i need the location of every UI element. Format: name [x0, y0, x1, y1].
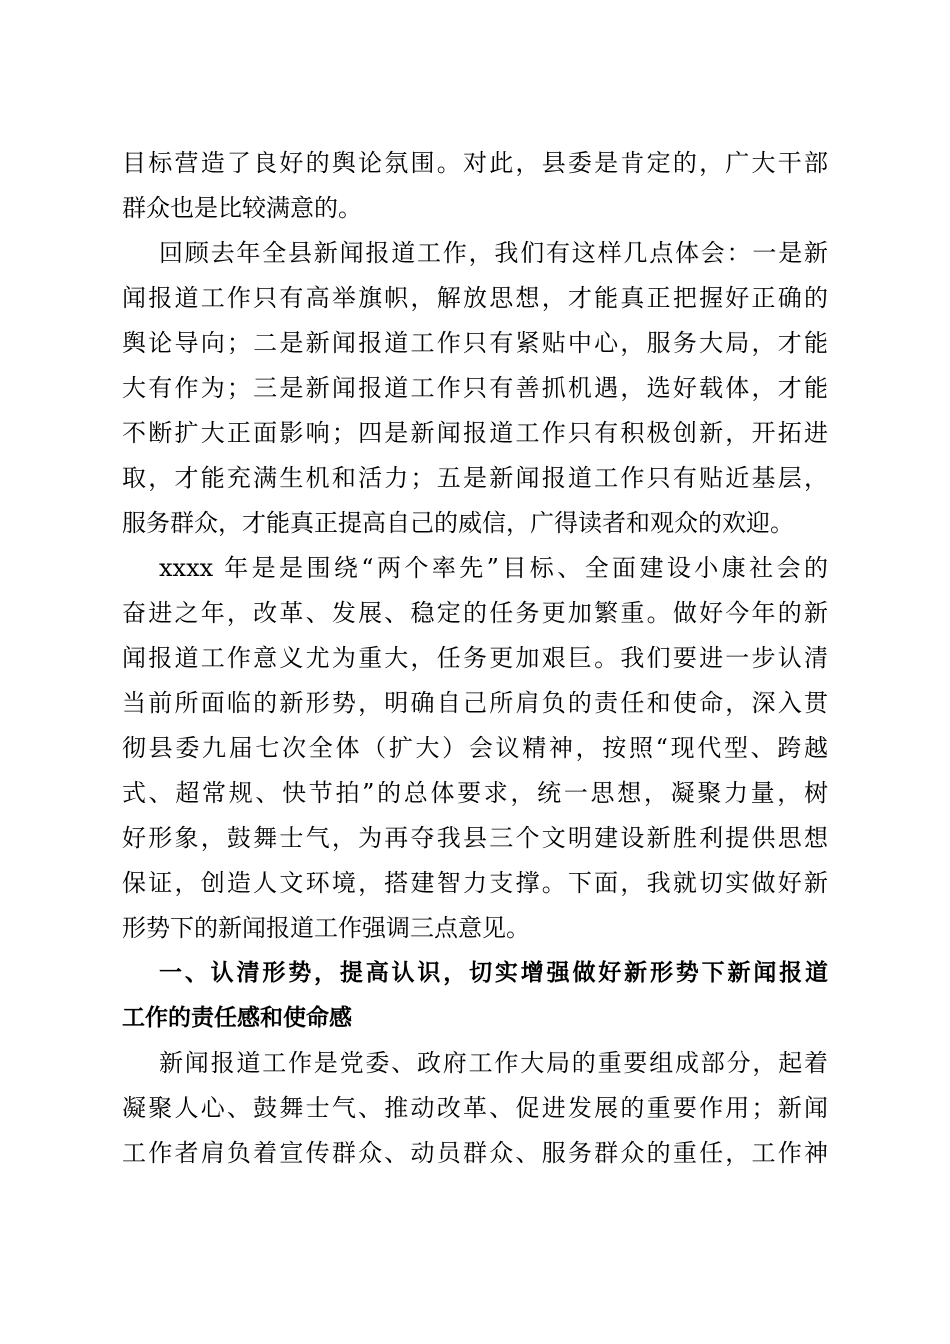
- text-line: 大有作为；三是新闻报道工作只有善抓机遇，选好载体，才能: [122, 374, 828, 402]
- text-line: 保证，创造人文环境，搭建智力支撑。下面，我就切实做好新: [122, 869, 828, 897]
- text-line: 奋进之年，改革、发展、稳定的任务更加繁重。做好今年的新: [122, 599, 828, 627]
- text-line: 工作者肩负着宣传群众、动员群众、服务群众的重任，工作神: [122, 1139, 828, 1167]
- text-line: 好形象，鼓舞士气，为再夺我县三个文明建设新胜利提供思想: [122, 824, 828, 852]
- text-line: 舆论导向；二是新闻报道工作只有紧贴中心，服务大局，才能: [122, 329, 828, 357]
- text-line: 新闻报道工作是党委、政府工作大局的重要组成部分，起着: [159, 1049, 828, 1077]
- text-line: 形势下的新闻报道工作强调三点意见。: [122, 914, 530, 942]
- text-line: 当前所面临的新形势，明确自己所肩负的责任和使命，深入贯: [122, 689, 828, 717]
- text-line: 彻县委九届七次全体（扩大）会议精神，按照“现代型、跨越: [122, 734, 828, 762]
- text-line: 闻报道工作意义尤为重大，任务更加艰巨。我们要进一步认清: [122, 644, 828, 672]
- document-body: [122, 141, 828, 1176]
- section-heading-line: 工作的责任感和使命感: [122, 1005, 352, 1031]
- text-line: 目标营造了良好的舆论氛围。对此，县委是肯定的，广大干部: [122, 149, 828, 177]
- text-line: 服务群众，才能真正提高自己的威信，广得读者和观众的欢迎。: [122, 509, 794, 537]
- section-heading-line: 一、认清形势，提高认识，切实增强做好新形势下新闻报道: [159, 960, 828, 986]
- text-line: 取，才能充满生机和活力；五是新闻报道工作只有贴近基层，: [122, 464, 828, 492]
- text-line: 群众也是比较满意的。: [122, 194, 362, 222]
- text-line: 式、超常规、快节拍”的总体要求，统一思想，凝聚力量，树: [122, 779, 828, 807]
- text-line: 不断扩大正面影响；四是新闻报道工作只有积极创新，开拓进: [122, 419, 828, 447]
- text-line: 闻报道工作只有高举旗帜，解放思想，才能真正把握好正确的: [122, 284, 828, 312]
- text-line: 凝聚人心、鼓舞士气、推动改革、促进发展的重要作用；新闻: [122, 1094, 828, 1122]
- text-line: 回顾去年全县新闻报道工作，我们有这样几点体会：一是新: [159, 239, 828, 267]
- text-line: xxxx 年是是围绕“两个率先”目标、全面建设小康社会的: [159, 554, 828, 582]
